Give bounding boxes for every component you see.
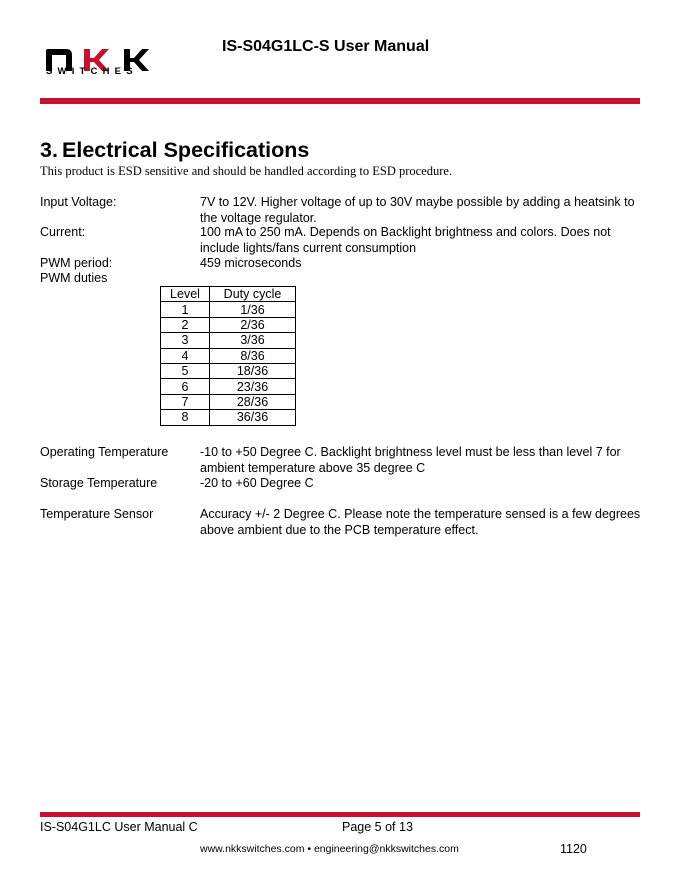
logo-wordmark: SWITCHES: [46, 66, 138, 77]
level-cell: 4: [161, 348, 210, 363]
table-row: [161, 302, 296, 317]
duty-cell: 23/36: [210, 379, 296, 394]
esd-notice: This product is ESD sensitive and should be handled according to ESD procedure.: [40, 164, 453, 178]
level-cell: 2: [161, 317, 210, 332]
footer-contact: www.nkkswitches.com • engineering@nkkswitches.com: [200, 843, 459, 855]
footer-code: 1120: [560, 842, 587, 856]
temperature-sensor-label: Temperature Sensor: [40, 507, 154, 521]
current-label: Current:: [40, 225, 86, 239]
table-row: [161, 379, 296, 394]
footer-divider: [40, 812, 640, 817]
pwm-duties-label: PWM duties: [40, 271, 108, 285]
storage-temperature-value: -20 to +60 Degree C: [200, 476, 314, 490]
section-number: 3.: [40, 138, 58, 162]
table-header-row: [161, 287, 296, 302]
table-row: [161, 333, 296, 348]
input-voltage-label: Input Voltage:: [40, 195, 117, 209]
storage-temperature-label: Storage Temperature: [40, 476, 158, 490]
table-row: [161, 410, 296, 425]
current-value: 100 mA to 250 mA. Depends on Backlight brightness and colors. Does not include lights/fans current consumption: [200, 225, 611, 255]
duty-cell: 8/36: [210, 348, 296, 363]
duty-cell: 2/36: [210, 317, 296, 332]
level-cell: 5: [161, 363, 210, 378]
header-divider: [40, 98, 640, 104]
duty-cell: 18/36: [210, 363, 296, 378]
column-header: Level: [161, 287, 210, 302]
temperature-sensor-value: Accuracy +/- 2 Degree C. Please note the temperature sensed is a few degrees above ambient due to the PCB temperature effect.: [200, 507, 641, 537]
table-row: [161, 394, 296, 409]
level-cell: 8: [161, 410, 210, 425]
table-row: [161, 317, 296, 332]
column-header: Duty cycle: [210, 287, 296, 302]
duty-cell: 3/36: [210, 333, 296, 348]
level-cell: 7: [161, 394, 210, 409]
section-title: [40, 138, 309, 163]
pwm-period-label: PWM period:: [40, 256, 113, 270]
section-title-text: Electrical Specifications: [62, 138, 310, 162]
duty-cell: 1/36: [210, 302, 296, 317]
duty-cell: 28/36: [210, 394, 296, 409]
pwm-duty-table: [160, 286, 296, 426]
operating-temperature-label: Operating Temperature: [40, 445, 169, 459]
footer-doc-title: IS-S04G1LC User Manual C: [40, 820, 198, 834]
page-number: Page 5 of 13: [342, 820, 413, 834]
pwm-period-value: 459 microseconds: [200, 256, 302, 270]
level-cell: 3: [161, 333, 210, 348]
table-row: [161, 363, 296, 378]
table-row: [161, 348, 296, 363]
header-title: IS-S04G1LC-S User Manual: [222, 38, 430, 55]
operating-temperature-value: -10 to +50 Degree C. Backlight brightness level must be less than level 7 for ambient temperature above 35 degree C: [200, 445, 621, 475]
duty-cell: 36/36: [210, 410, 296, 425]
level-cell: 6: [161, 379, 210, 394]
input-voltage-value: 7V to 12V. Higher voltage of up to 30V maybe possible by adding a heatsink to the voltage regulator.: [200, 195, 635, 225]
level-cell: 1: [161, 302, 210, 317]
